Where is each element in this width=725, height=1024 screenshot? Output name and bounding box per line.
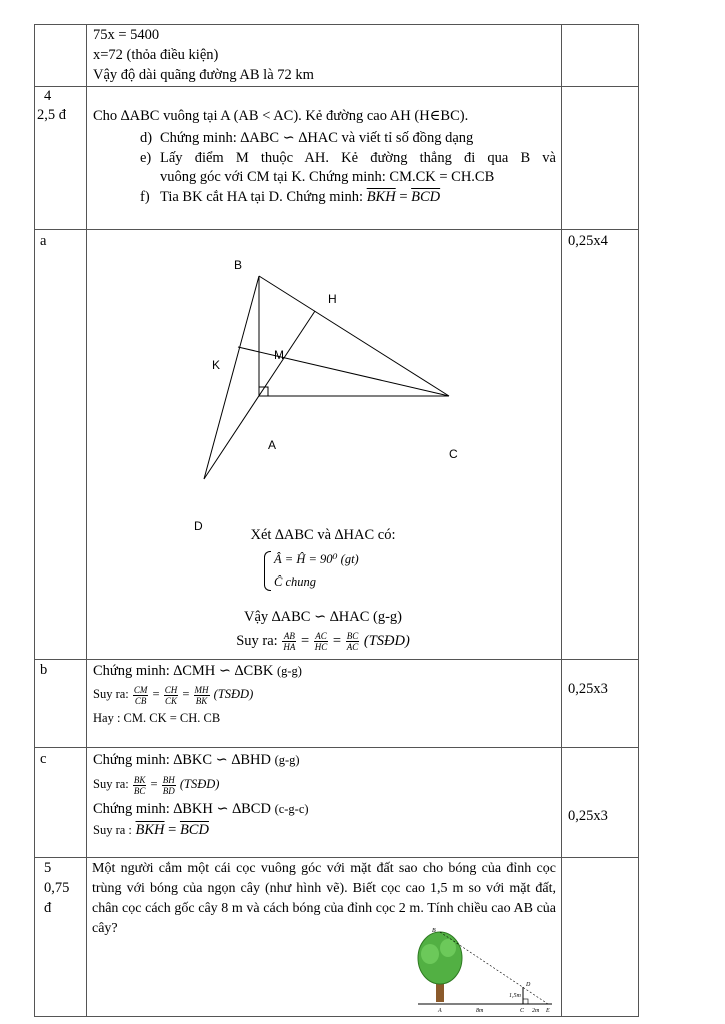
item-text: Chứng minh: ∆ABC ∽ ∆HAC và viết tỉ số đồng dạng: [160, 130, 474, 146]
arc-angle: $\overline{BKH}$: [135, 822, 165, 838]
proof-line: Xét ∆ABC và ∆HAC có:: [250, 527, 396, 543]
part-points: 0,25x3: [568, 681, 608, 697]
proof-text: Chứng minh: ∆BKH ∽ ∆BCD: [93, 801, 271, 817]
part-label: b: [40, 662, 48, 678]
equals-sign: =: [182, 687, 190, 701]
col-divider: [561, 24, 562, 1017]
question-score: 0,75: [44, 880, 70, 896]
part-points: 0,25x4: [568, 233, 608, 249]
part-points: 0,25x3: [568, 808, 608, 824]
length-label: 8m: [476, 1008, 484, 1014]
row-divider: [34, 1016, 639, 1017]
item-text: Lấy điểm M thuộc AH. Kẻ đường thẳng đi qua B và: [160, 150, 556, 166]
segment-bd: [204, 276, 259, 479]
proof-ratio: [86, 630, 560, 652]
item-text: vuông góc với CM tại K. Chứng minh: CM.CK = CH.CB: [160, 169, 495, 185]
fraction: $\frac{BC}{AC}$: [346, 631, 359, 653]
proof-line: [93, 663, 302, 680]
answer-line: Vậy độ dài quãng đường AB là 72 km: [93, 67, 314, 83]
suyra-label: Suy ra:: [93, 777, 129, 791]
point-label: M: [274, 348, 284, 362]
equals-sign: =: [332, 633, 342, 649]
arc-angle: $\overline{BCD}$: [179, 822, 209, 838]
col-divider: [638, 24, 639, 1017]
point-label: D: [526, 982, 531, 988]
problem-text: Một người cắm một cái cọc vuông góc với mặt đất sao cho bóng của đỉnh cọc trùng với bóng của ngọn cây (như hình vẽ). Biết cọc cao 1,5 m so với mặt đất, chân cọc cách gốc cây 8 m và cách bóng của đỉnh cọc 2 m. Tính chiều cao AB của cây?: [92, 861, 556, 936]
row-divider: [34, 229, 639, 230]
suyra-label: Suy ra:: [236, 633, 278, 649]
question-intro: Cho ∆ABC vuông tại A (AB < AC). Kẻ đường cao AH (H∈BC).: [93, 108, 469, 124]
fraction: $\frac{CH}{CK}$: [164, 684, 178, 706]
part-label: a: [40, 233, 47, 249]
suyra-label: Suy ra :: [93, 823, 132, 837]
item-label: f): [140, 189, 150, 205]
question-number: 4: [44, 88, 52, 104]
system-line: Ĉ chung: [274, 575, 317, 589]
row-divider: [34, 86, 639, 87]
brace: [264, 551, 271, 591]
col-divider: [86, 24, 87, 1017]
row-divider: [34, 659, 639, 660]
fraction: $\frac{AB}{HA}$: [283, 631, 296, 653]
segment-kc: [238, 347, 449, 396]
row-divider: [34, 857, 639, 858]
proof-line: Hay : CM. CK = CH. CB: [93, 711, 221, 725]
point-label: E: [546, 1008, 550, 1014]
question-score: 2,5 đ: [37, 107, 66, 123]
point-label: A: [438, 1008, 442, 1014]
proof-tag: (c-g-c): [274, 802, 309, 816]
point-label: A: [268, 438, 277, 452]
fraction: $\frac{MH}{BK}$: [194, 684, 209, 706]
part-label: c: [40, 751, 47, 767]
length-label: 1,5m: [509, 993, 521, 999]
answer-line: x=72 (thỏa điều kiện): [93, 47, 219, 63]
point-label: B: [432, 928, 436, 934]
system-line: Â = Ĥ = 90⁰ (gt): [274, 552, 359, 566]
equals-sign: =: [164, 822, 180, 838]
item-label: d): [140, 130, 153, 146]
row-divider: [34, 747, 639, 748]
proof-ratio: [93, 683, 253, 706]
proof-tag: (g-g): [276, 664, 302, 678]
question-number: 5: [44, 860, 52, 876]
proof-text: Chứng minh: ∆BKC ∽ ∆BHD: [93, 752, 271, 768]
proof-line: [93, 752, 300, 769]
proof-line: [93, 801, 309, 818]
proof-line: [93, 822, 209, 839]
suyra-label: Suy ra:: [93, 687, 129, 701]
arc-angle: $\overline{BKH}$: [366, 189, 396, 205]
answer-line: 75x = 5400: [93, 27, 160, 43]
fraction: $\frac{BH}{BD}$: [162, 774, 175, 796]
col-divider: [34, 24, 35, 1017]
row-divider: [34, 24, 639, 25]
segment-bc: [259, 276, 449, 396]
point-label: H: [328, 292, 337, 306]
tsdd-tag: (TSĐD): [363, 633, 410, 649]
equation-system: [264, 549, 394, 597]
answer-table: [34, 24, 639, 1017]
equals-sign: =: [395, 189, 412, 205]
point-label: C: [520, 1008, 525, 1014]
tsdd-tag: (TSĐD): [179, 777, 220, 791]
point-label: K: [212, 358, 221, 372]
question-score: đ: [44, 900, 52, 916]
equals-sign: =: [152, 687, 160, 701]
fraction: $\frac{CM}{CB}$: [133, 684, 148, 706]
point-label: C: [449, 447, 458, 461]
triangle-figure: [184, 249, 514, 533]
tree-figure: [416, 924, 556, 1014]
tsdd-tag: (TSĐD): [213, 687, 254, 701]
item-label: e): [140, 150, 152, 166]
point-label: B: [234, 258, 243, 272]
length-label: 2m: [532, 1008, 540, 1014]
point-label: D: [194, 519, 203, 533]
proof-ratio: [93, 773, 219, 796]
fraction: $\frac{AC}{HC}$: [314, 631, 328, 653]
fraction: $\frac{BK}{BC}$: [133, 774, 146, 796]
proof-tag: (g-g): [274, 753, 300, 767]
item-text-main: Tia BK cắt HA tại D. Chứng minh:: [160, 189, 364, 205]
equals-sign: =: [300, 633, 310, 649]
right-angle-mark: [523, 999, 528, 1004]
proof-line: Vậy ∆ABC ∽ ∆HAC (g-g): [244, 609, 402, 625]
arc-angle: $\overline{BCD}$: [411, 189, 441, 205]
item-text: [160, 189, 440, 206]
proof-text: Chứng minh: ∆CMH ∽ ∆CBK: [93, 663, 274, 679]
equals-sign: =: [150, 777, 158, 791]
